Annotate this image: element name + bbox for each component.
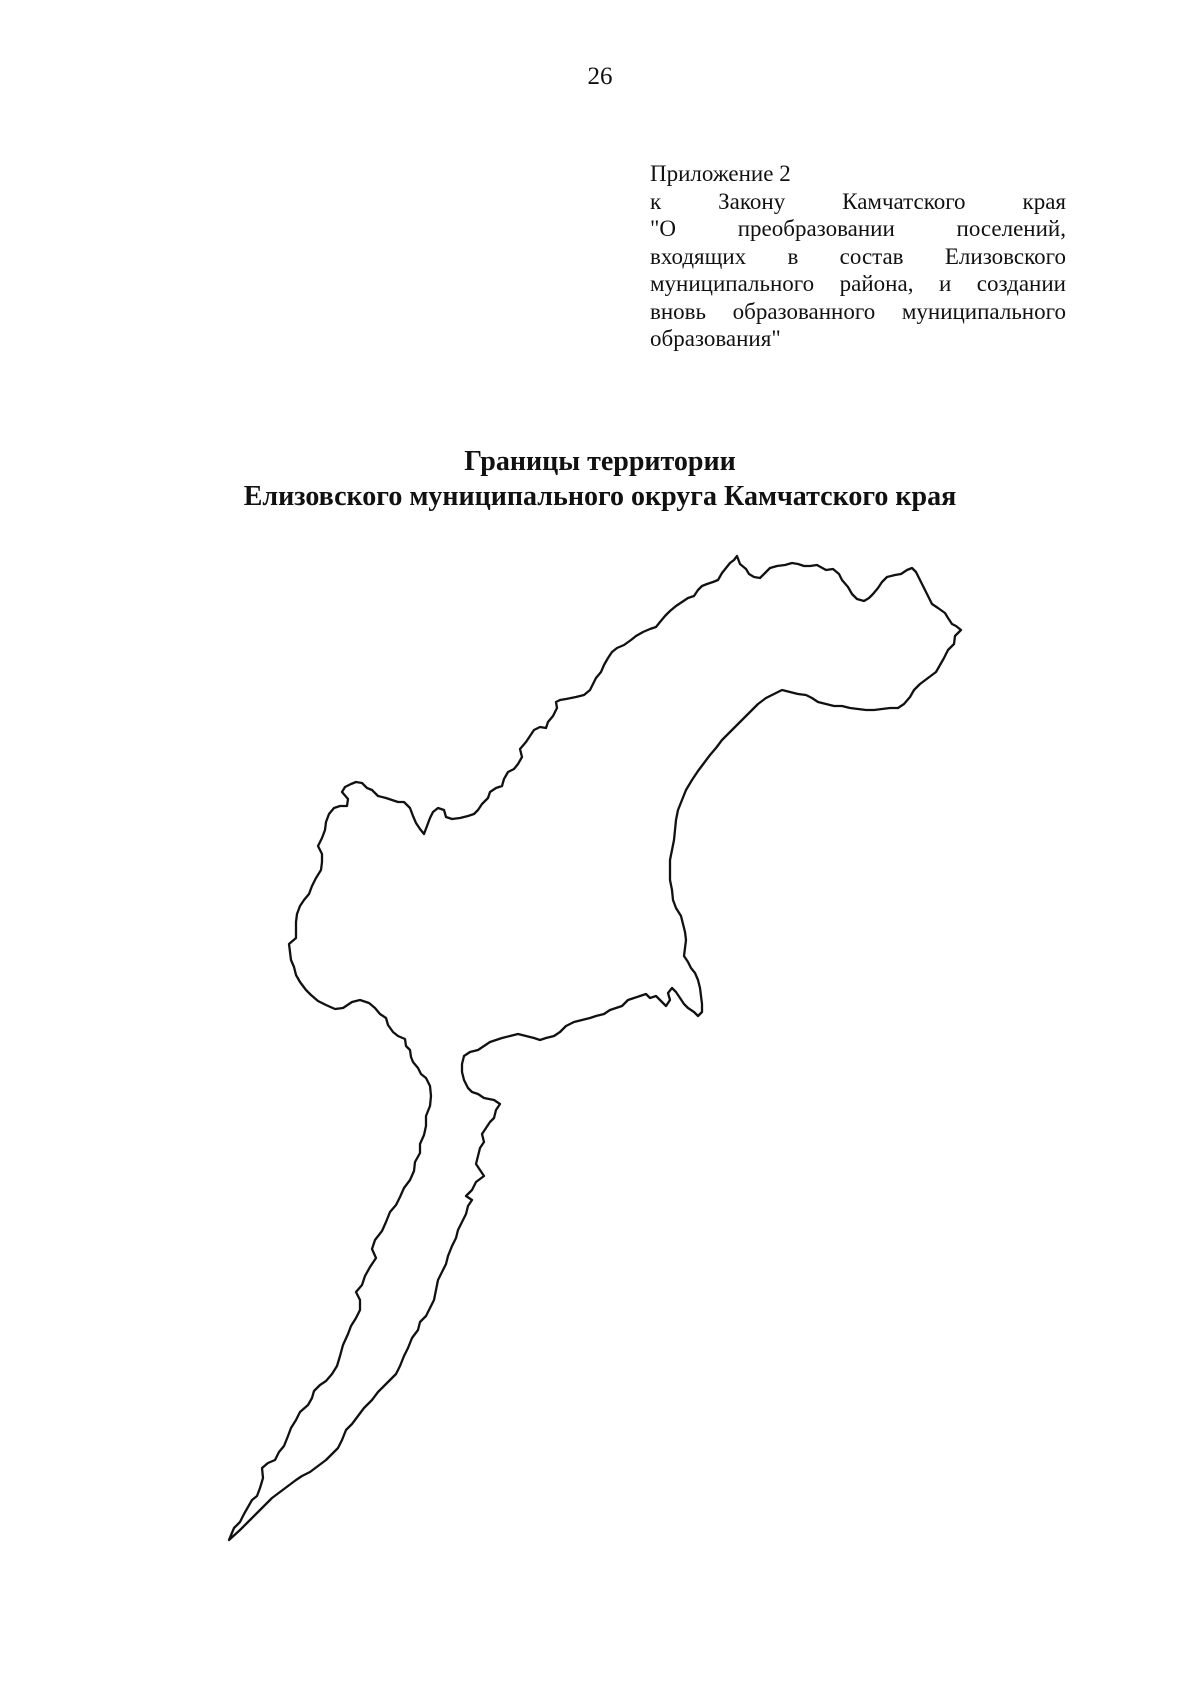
appendix-line-2: к Закону Камчатского края [650, 188, 1066, 214]
title-line-2: Елизовского муниципального округа Камчатского края [243, 481, 957, 512]
appendix-line-5: муниципального района, и создании [650, 271, 1066, 296]
appendix-line-7: образования" [650, 326, 781, 351]
page-number: 26 [587, 63, 613, 90]
title-line-1: Границы территории [464, 446, 736, 477]
territory-boundary-outline [229, 556, 961, 1540]
appendix-line-6: вновь образованного муниципального [650, 298, 1066, 324]
appendix-line-3: "О преобразовании поселений, [650, 216, 1066, 241]
appendix-title: Приложение 2 [650, 161, 791, 186]
appendix-line-4: входящих в состав Елизовского [650, 243, 1066, 269]
